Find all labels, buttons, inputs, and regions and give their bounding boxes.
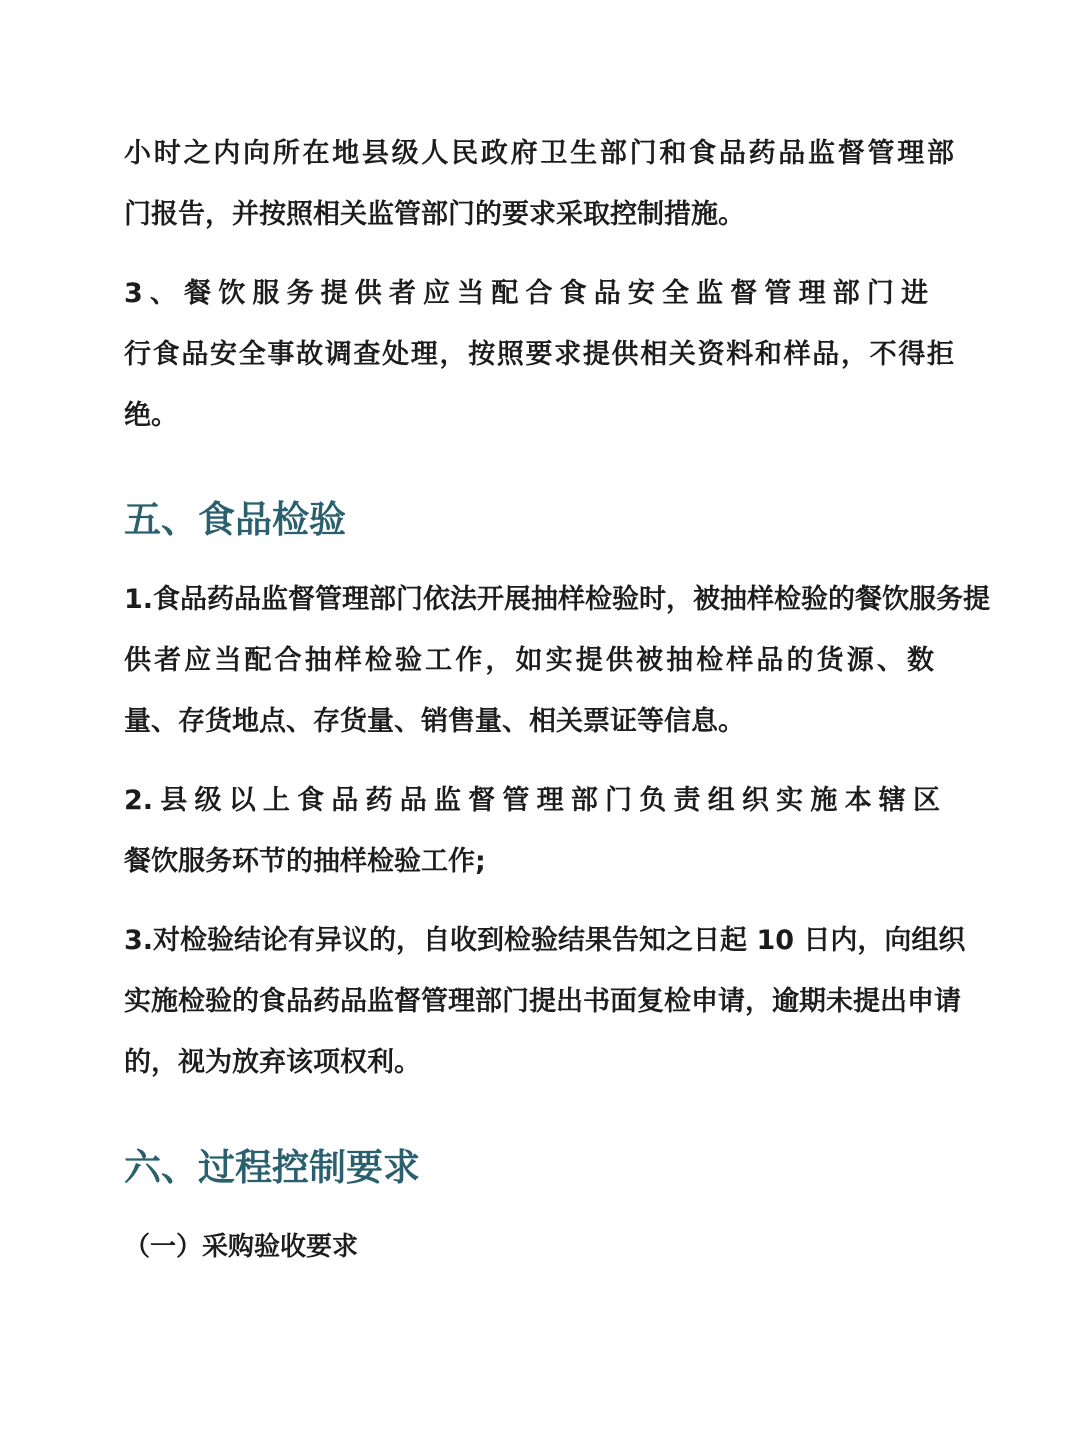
- intro-line-2: 门报告，并按照相关监管部门的要求采取控制措施。: [124, 199, 745, 230]
- section5-p1-line-2: 供者应当配合抽样检验工作，如实提供被抽检样品的货源、数: [124, 645, 934, 676]
- section5-p2-line-2: 餐饮服务环节的抽样检验工作;: [124, 846, 486, 877]
- section5-p2-line-1: 2.县级以上食品药品监督管理部门负责组织实施本辖区: [124, 785, 940, 816]
- item3-line-3: 绝。: [124, 400, 178, 431]
- intro-line-1: 小时之内向所在地县级人民政府卫生部门和食品药品监督管理部: [124, 138, 954, 169]
- item3-line-2: 行食品安全事故调查处理，按照要求提供相关资料和样品，不得拒: [124, 339, 954, 370]
- section5-p3-line-1: 3.对检验结论有异议的，自收到检验结果告知之日起 10 日内，向组织: [124, 925, 966, 956]
- section6-heading: 六、过程控制要求: [124, 1146, 420, 1189]
- section5-p3-line-2: 实施检验的食品药品监督管理部门提出书面复检申请，逾期未提出申请: [124, 986, 961, 1017]
- section5-heading: 五、食品检验: [124, 498, 346, 541]
- section5-p1-line-3: 量、存货地点、存货量、销售量、相关票证等信息。: [124, 706, 745, 737]
- section5-p3-line-3: 的，视为放弃该项权利。: [124, 1047, 421, 1078]
- section6-subheading: （一）采购验收要求: [124, 1232, 359, 1262]
- section5-p1-line-1: 1.食品药品监督管理部门依法开展抽样检验时，被抽样检验的餐饮服务提: [124, 584, 991, 615]
- item3-line-1: 3、餐饮服务提供者应当配合食品安全监督管理部门进: [124, 278, 928, 309]
